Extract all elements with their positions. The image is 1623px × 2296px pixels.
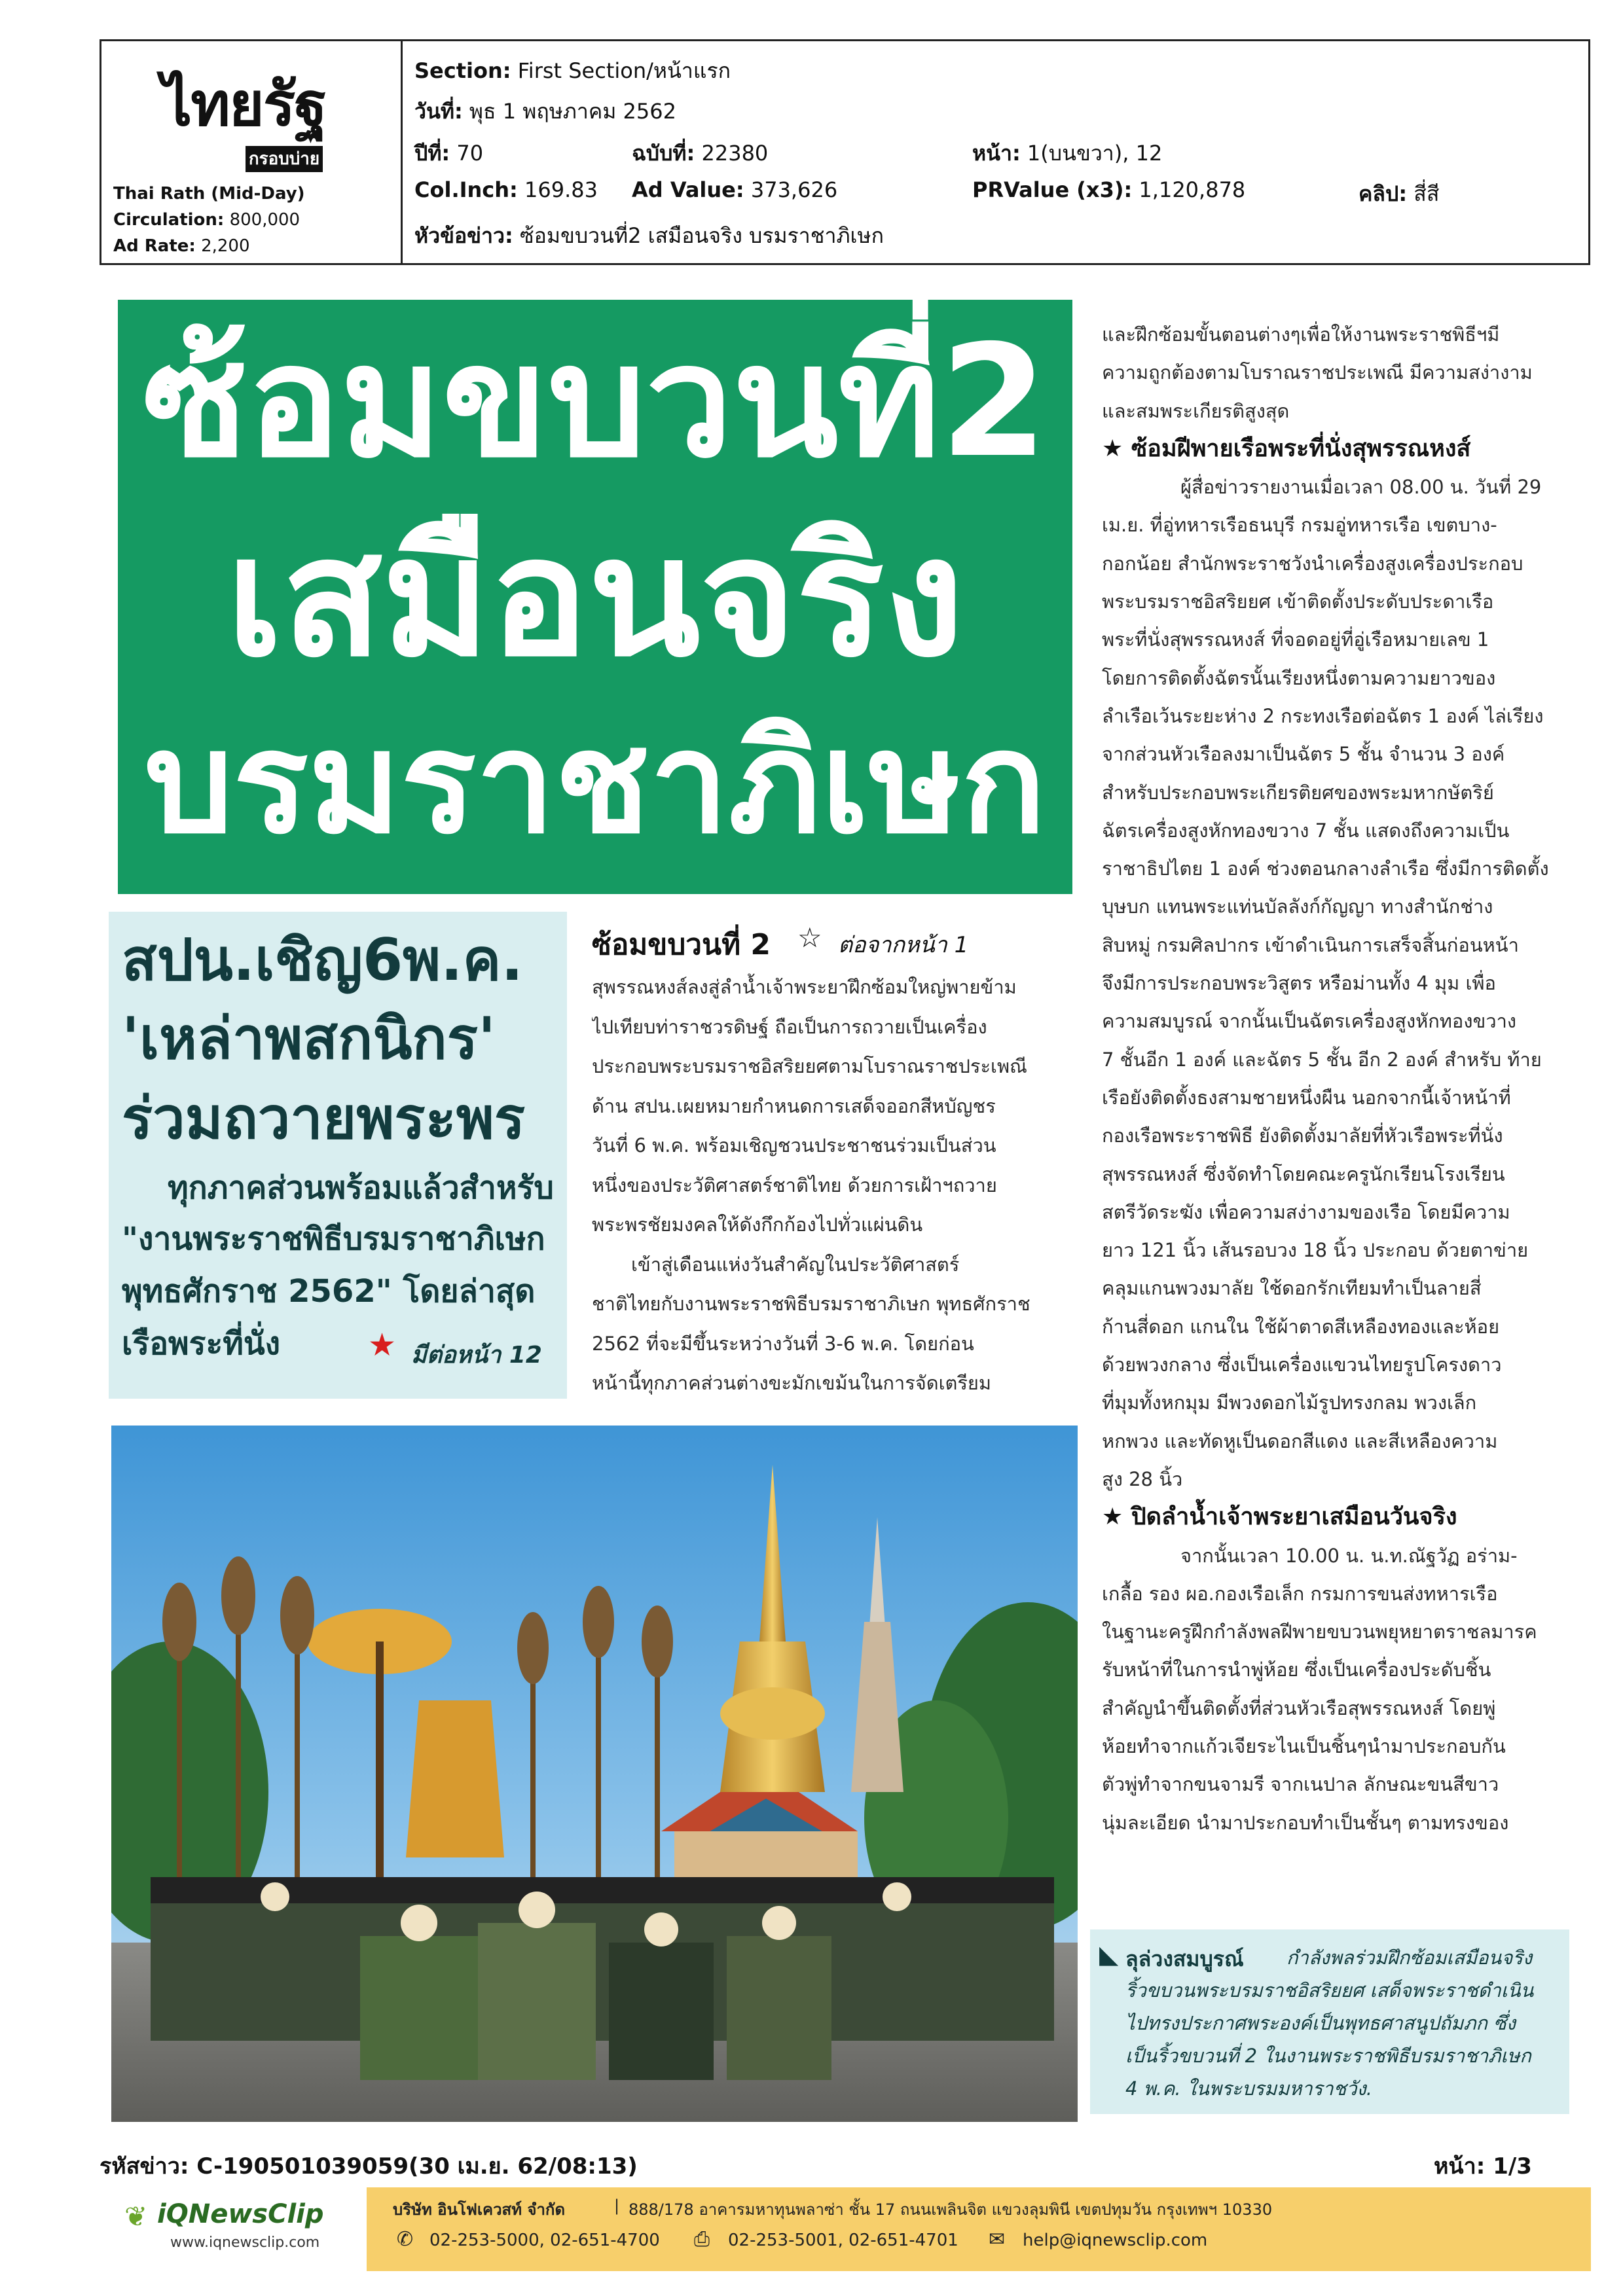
middle-line: ด้าน สปน.เผยหมายกำหนดการเสด็จออกสีหบัญชร [592, 1094, 996, 1117]
procession-photo [111, 1426, 1078, 2122]
arrow-icon: ◣ [1099, 1940, 1119, 1969]
right-line: จึงมีการประกอบพระวิสูตร หรือม่านทั้ง 4 มุม เพื่อ [1102, 972, 1496, 995]
right-line: และสมพระเกียรติสูงสุด [1102, 399, 1290, 422]
heading-star-icon: ★ [1102, 1503, 1131, 1531]
right-line: 7 ชั้นอีก 1 องค์ และฉัตร 5 ชั้น อีก 2 องค์ สำหรับ ท้าย [1102, 1048, 1542, 1071]
right-line: ผู้สื่อข่าวรายงานเมื่อเวลา 08.00 น. วันที่ 29 [1180, 476, 1542, 499]
subhead-line-6: พุทธศักราช 2562" โดยล่าสุด [122, 1273, 536, 1310]
middle-line: 2562 ที่จะมีขึ้นระหว่างวันที่ 3-6 พ.ค. โดยก่อน [592, 1332, 974, 1355]
right-line: สูง 28 นิ้ว [1102, 1467, 1183, 1490]
company-email: help@iqnewsclip.com [1023, 2231, 1208, 2250]
middle-line: ประกอบพระบรมราชอิสริยยศตามโบราณราชประเพณี [592, 1055, 1027, 1077]
headline-line-1: ซ้อมขบวนที่2 [142, 312, 1048, 492]
clipping-header [100, 39, 1590, 265]
outline-star-icon: ☆ [797, 922, 822, 954]
leaf-icon: ❦ [124, 2200, 148, 2233]
subheadline-box [109, 912, 567, 1399]
right-line: บุษบก แทนพระแท่นบัลลังก์กัญญา ทางสำนักช่าง [1102, 895, 1493, 918]
right-line: ลำเรือเว้นระยะห่าง 2 กระทงเรือต่อฉัตร 1 องค์ ไล่เรียง [1102, 704, 1544, 727]
publication-panel [101, 41, 403, 263]
separator: | [614, 2197, 620, 2215]
thairath-logo: ไทยรัฐ [162, 69, 326, 139]
company-address: 888/178 อาคารมหาทุนพลาซ่า ชั้น 17 ถนนเพลินจิต แขวงลุมพินี เขตปทุมวัน กรุงเทพฯ 10330 [629, 2200, 1273, 2219]
caption-line-1: กำลังพลร่วมฝึกซ้อมเสมือนจริง [1286, 1946, 1533, 1969]
middle-line: พระพรชัยมงคลให้ดังกึกก้องไปทั่วแผ่นดิน [592, 1213, 923, 1236]
subhead-line-7: เรือพระที่นั่ง [122, 1325, 281, 1362]
right-line: จากส่วนหัวเรือลงมาเป็นฉัตร 5 ชั้น จำนวน 3 องค์ [1102, 743, 1505, 766]
headline-line-2: เสมือนจริง [226, 502, 964, 692]
continued-from-note: ต่อจากหน้า 1 [838, 932, 969, 958]
right-line: ฉัตรเครื่องสูงหักทองขวาง 7 ชั้น แสดงถึงความเป็น [1102, 819, 1510, 842]
page-counter: หน้า: 1/3 [1434, 2153, 1532, 2179]
edition-tag: กรอบบ่าย [246, 146, 323, 172]
right-line: โดยการติดตั้งฉัตรนั้นเรียงหนึ่งตามความยาวของ [1102, 666, 1496, 689]
right-line: คลุมแกนพวงมาลัย ใช้ดอกรักเทียมทำเป็นลายสี่ [1102, 1277, 1482, 1300]
right-article-body [1102, 315, 1569, 1842]
colinch-field: Col.Inch: 169.83 [414, 177, 598, 202]
email-icon: ✉ [989, 2228, 1006, 2251]
company-fax: 02-253-5001, 02-651-4701 [728, 2231, 958, 2250]
section-field: Section: First Section/หน้าแรก [414, 58, 731, 83]
publication-name: Thai Rath (Mid-Day) [113, 184, 305, 204]
contact-bar [367, 2187, 1591, 2271]
phone-icon: ✆ [397, 2228, 414, 2251]
right-line: ด้วยพวงกลาง ซึ่งเป็นเครื่องแขวนไทยรูปโครงดาว [1102, 1354, 1502, 1376]
right-line: เกลื้อ รอง ผอ.กองเรือเล็ก กรมการขนส่งทหารเรือ [1102, 1582, 1498, 1605]
middle-line: หนึ่งของประวัติศาสตร์ชาติไทย ด้วยการเฝ้าฯถวาย [592, 1174, 997, 1196]
middle-article-body [592, 967, 1067, 1403]
right-line: จากนั้นเวลา 10.00 น. น.ท.ณัฐวัฏ อร่าม- [1180, 1544, 1518, 1567]
right-line: พระบรมราชอิสริยยศ เข้าติดตั้งประดับประดาเรือ [1102, 590, 1494, 613]
middle-line: วันที่ 6 พ.ค. พร้อมเชิญชวนประชาชนร่วมเป็นส่วน [592, 1134, 996, 1157]
right-line: ราชาธิปไตย 1 องค์ ช่วงตอนกลางลำเรือ ซึ่งมีการติดตั้ง [1102, 857, 1549, 880]
right-line: ตัวพู่ทำจากขนจามรี จากเนปาล ลักษณะขนสีขาว [1102, 1773, 1499, 1796]
advalue-field: Ad Value: 373,626 [632, 177, 838, 202]
right-line: กองเรือพระราชพิธี ยังติดตั้งมาลัยที่หัวเรือพระที่นั่ง [1102, 1124, 1503, 1147]
right-line: ที่มุมทั้งหกมุม มีพวงดอกไม้รูปทรงกลม พวงเล็ก [1102, 1391, 1477, 1414]
red-star-icon: ★ [368, 1327, 397, 1363]
right-line: หกพวง และทัดหูเป็นดอกสีแดง และสีเหลืองความ [1102, 1429, 1498, 1452]
right-line: ห้อยทำจากแก้วเจียระไนเป็นชิ้นๆนำมาประกอบกัน [1102, 1734, 1506, 1757]
photo-caption [1090, 1929, 1569, 2114]
right-line: สุพรรณหงส์ ซึ่งจัดทำโดยคณะครูนักเรียนโรงเรียน [1102, 1162, 1505, 1185]
subhead-line-1: สปน.เชิญ6พ.ค. [122, 926, 523, 994]
right-line: พระที่นั่งสุพรรณหงส์ ที่จอดอยู่ที่อู่เรือหมายเลข 1 [1102, 628, 1489, 651]
headline-line-3: บรมราชาภิเษก [144, 702, 1046, 865]
right-line: ก้านสี่ดอก แกนใน ใช้ผ้าตาดสีเหลืองทองและห้อย [1102, 1315, 1500, 1338]
middle-line: สุพรรณหงส์ลงสู่ลำน้ำเจ้าพระยาฝึกซ้อมใหญ่พายข้าม [592, 976, 1017, 998]
clip-field: คลิป: สี่สี [1359, 181, 1440, 206]
caption-line-2: ริ้วขบวนพระบรมราชอิสริยยศ เสด็จพระราชดำเนิน [1125, 1979, 1534, 2001]
right-line: สิบหมู่ กรมศิลปากร เข้าดำเนินการเสร็จสิ้นก่อนหน้า [1102, 933, 1519, 956]
middle-line: เข้าสู่เดือนแห่งวันสำคัญในประวัติศาสตร์ [631, 1253, 960, 1276]
caption-line-5: 4 พ.ค. ในพระบรมมหาราชวัง. [1125, 2077, 1372, 2100]
middle-article-title: ซ้อมขบวนที่ 2 [592, 928, 771, 961]
subhead-line-4: ทุกภาคส่วนพร้อมแล้วสำหรับ [168, 1170, 554, 1206]
right-line: สำคัญนำขึ้นติดตั้งที่ส่วนหัวเรือสุพรรณหงส์ โดยพู่ [1102, 1696, 1496, 1719]
subhead-line-3: ร่วมถวายพระพร [122, 1085, 526, 1152]
company-phone: 02-253-5000, 02-651-4700 [429, 2231, 660, 2250]
middle-line: ไปเทียบท่าราชวรดิษฐ์ ถือเป็นการถวายเป็นเครื่อง [592, 1015, 987, 1038]
right-line: สำหรับประกอบพระเกียรติยศของพระมหากษัตริย์ [1102, 781, 1494, 804]
caption-line-3: ไปทรงประกาศพระองค์เป็นพุทธศาสนูปถัมภก ซึ่ง [1125, 2012, 1516, 2034]
continued-note: มีต่อหน้า 12 [411, 1342, 542, 1369]
topic-field: หัวข้อข่าว: ซ้อมขบวนที่2 เสมือนจริง บรมราชาภิเษก [414, 223, 884, 248]
right-line: นุ่มละเอียด นำมาประกอบทำเป็นชั้นๆ ตามทรงของ [1102, 1811, 1509, 1834]
right-line: กอกน้อย สำนักพระราชวังนำเครื่องสูงเครื่องประกอบ [1102, 552, 1523, 575]
subhead-line-5: "งานพระราชพิธีบรมราชาภิเษก [122, 1221, 545, 1257]
right-line: เรือยังติดตั้งธงสามชายหนึ่งผืน นอกจากนี้เจ้าหน้าที่ [1102, 1086, 1511, 1109]
right-line: รับหน้าที่ในการนำพู่ห้อย ซึ่งเป็นเครื่องประดับชิ้น [1102, 1659, 1491, 1681]
right-line: ความถูกต้องตามโบราณราชประเพณี มีความสง่างาม [1102, 361, 1533, 384]
prvalue-field: PRValue (x3): 1,120,878 [972, 177, 1246, 202]
brand-site: www.iqnewsclip.com [170, 2234, 320, 2251]
ad-rate: Ad Rate: 2,200 [113, 236, 250, 256]
fax-icon: ⎙ [694, 2228, 710, 2251]
issue-field: ฉบับที่: 22380 [632, 141, 769, 166]
right-line: ในฐานะครูฝึกกำลังพลฝีพายขบวนพยุหยาตราชลมารค [1102, 1621, 1537, 1643]
caption-line-4: เป็นริ้วขบวนที่ 2 ในงานพระราชพิธีบรมราชาภิเษก [1125, 2045, 1531, 2067]
company-name: บริษัท อินโฟเควสท์ จำกัด [393, 2200, 566, 2219]
right-line: ยาว 121 นิ้ว เส้นรอบวง 18 นิ้ว ประกอบ ด้วยตาข่าย [1102, 1239, 1529, 1262]
right-line: ความสมบูรณ์ จากนั้นเป็นฉัตรเครื่องสูงหักทองขวาง [1102, 1010, 1517, 1033]
main-headline [118, 300, 1072, 894]
right-line: สตรีวัดระฆัง เพื่อความสง่างามของเรือ โดยมีความ [1102, 1200, 1510, 1223]
news-code: รหัสข่าว: C-190501039059(30 เม.ย. 62/08:13) [100, 2153, 638, 2179]
news-photo [111, 1426, 1078, 2122]
right-line: และฝึกซ้อมขั้นตอนต่างๆเพื่อให้งานพระราชพิธีฯมี [1102, 323, 1500, 346]
right-heading-2: ★ ปิดลำน้ำเจ้าพระยาเสมือนวันจริง [1102, 1503, 1457, 1531]
subhead-line-2: 'เหล่าพสกนิกร' [122, 1005, 496, 1072]
page-field: หน้า: 1(บนขวา), 12 [972, 141, 1163, 166]
circulation: Circulation: 800,000 [113, 210, 301, 230]
right-line: เม.ย. ที่อู่ทหารเรือธนบุรี กรมอู่ทหารเรือ เขตบาง- [1102, 514, 1497, 537]
middle-line: ชาติไทยกับงานพระราชพิธีบรมราชาภิเษก พุทธศักราช [592, 1293, 1030, 1315]
year-field: ปีที่: 70 [414, 141, 484, 166]
right-heading-1: ★ ซ้อมฝีพายเรือพระที่นั่งสุพรรณหงส์ [1102, 435, 1471, 462]
middle-line: หน้านี้ทุกภาคส่วนต่างขะมักเขม้นในการจัดเตรียม [592, 1372, 992, 1394]
heading-star-icon: ★ [1102, 435, 1131, 462]
caption-lead: ลุล่วงสมบูรณ์ [1125, 1946, 1244, 1971]
date-field: วันที่: พุธ 1 พฤษภาคม 2562 [414, 99, 676, 124]
brand-name: iQNewsClip [157, 2199, 324, 2229]
iqnewsclip-logo [124, 2197, 347, 2262]
